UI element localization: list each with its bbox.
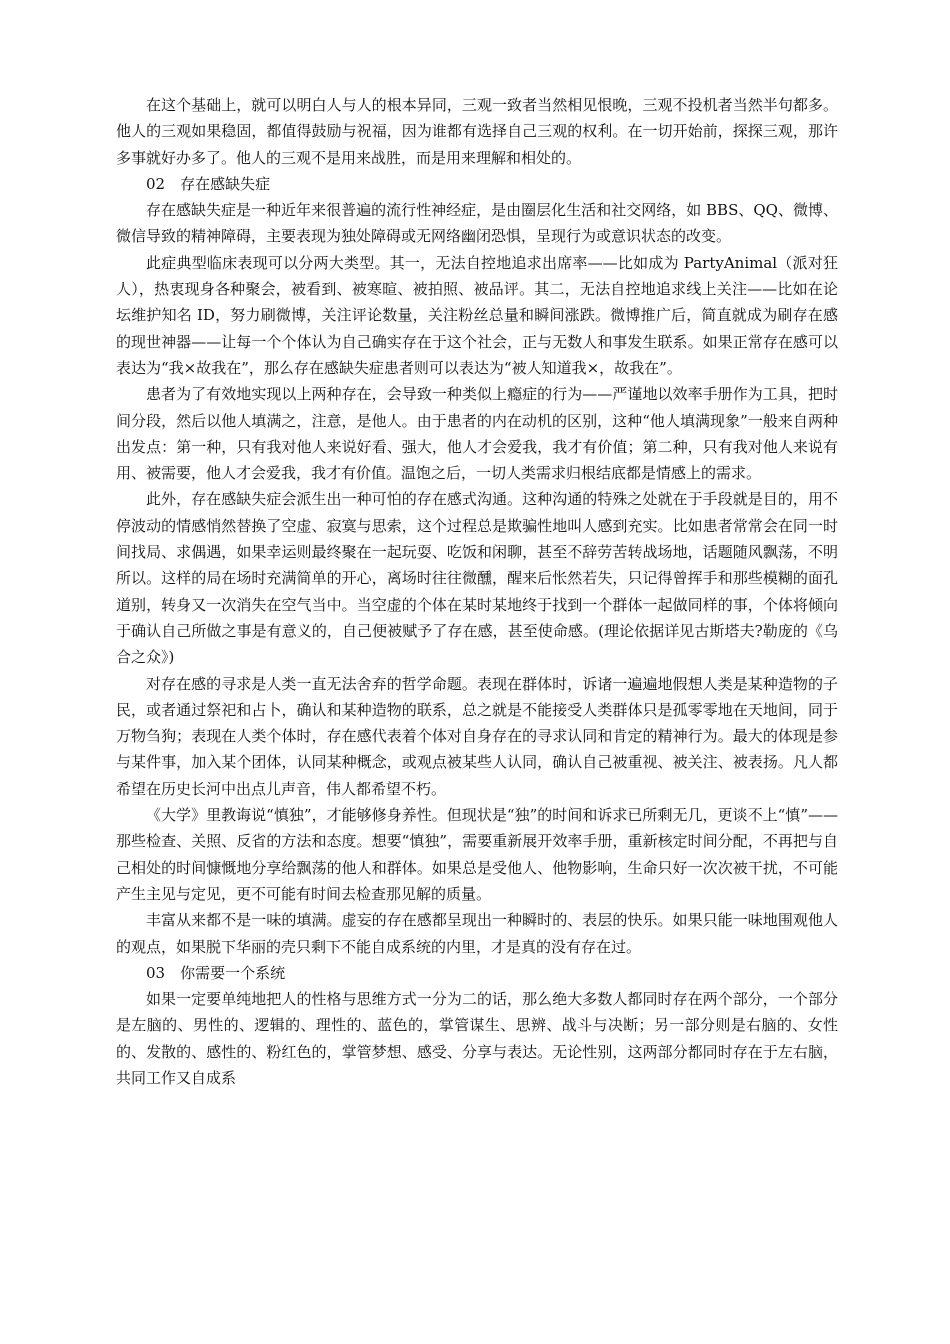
paragraph-definition: 存在感缺失症是一种近年来很普遍的流行性神经症，是由圈层化生活和社交网络，如 BBS、QQ、微博、微信导致的精神障碍，主要表现为独处障碍或无网络幽闭恐惧，呈现行为或意识状态的改变。 xyxy=(116,201,838,246)
paragraph-richness: 丰富从来都不是一味的填满。虚妄的存在感都呈现出一种瞬时的、表层的快乐。如果只能一味地围观他人的观点，如果脱下华丽的壳只剩下不能自成系统的内里，才是真的没有存在过。 xyxy=(116,911,838,956)
paragraph-behavior: 患者为了有效地实现以上两种存在，会导致一种类似上瘾症的行为——严谨地以效率手册作为工具，把时间分段，然后以他人填满之，注意，是他人。由于患者的内在动机的区别，这种“他人填满现象”一般来自两种出发点：第一种，只有我对他人来说好看、强大，他人才会爱我，我才有价值；第二种，只有我对他人来说有用、被需要，他人才会爱我，我才有价值。温饱之后，一切人类需求归根结底都是情感上的需求。 xyxy=(116,385,838,483)
paragraph-symptoms: 此症典型临床表现可以分两大类型。其一，无法自控地追求出席率——比如成为 PartyAnimal（派对狂人），热衷现身各种聚会，被看到、被寒暄、被拍照、被品评。其二，无法自控地追求线上关注——比如在论坛维护知名 ID，努力刷微博，关注评论数量，关注粉丝总量和瞬间涨跌。微博推广后，简直就成为刷存在感的现世神器——让每一个个体认为自己确实存在于这个社会，正与无数人和事发生联系。如果正常存在感可以表达为“我×故我在”，那么存在感缺失症患者则可以表达为“被人知道我×，故我在”。 xyxy=(116,253,838,377)
paragraph-system: 如果一定要单纯地把人的性格与思维方式一分为二的话，那么绝大多数人都同时存在两个部分，一个部分是左脑的、男性的、逻辑的、理性的、蓝色的，掌管谋生、思辨、战斗与决断；另一部分则是右脑的、女性的、发散的、感性的、粉红色的，掌管梦想、感受、分享与表达。无论性别，这两部分都同时存在于左右脑，共同工作又自成系 xyxy=(116,990,838,1087)
section-heading-02: 02 存在感缺失症 xyxy=(146,174,271,193)
paragraph-shendu: 《大学》里教诲说“慎独”，才能够修身养性。但现状是“独”的时间和诉求已所剩无几，更谈不上“慎”——那些检查、关照、反省的方法和态度。想要“慎独”，需要重新展开效率手册，重新核定时间分配，不再把与自己相处的时间慷慨地分享给飘荡的他人和群体。如果总是受他人、他物影响，生命只好一次次被干扰，不可能产生主见与定见，更不可能有时间去检查那见解的质量。 xyxy=(116,806,838,903)
document-page xyxy=(116,92,838,1091)
section-heading-03: 03 你需要一个系统 xyxy=(146,963,286,982)
paragraph-worldview-conclusion: 在这个基础上，就可以明白人与人的根本异同，三观一致者当然相见恨晚，三观不投机者当然半句都多。他人的三观如果稳固，都值得鼓励与祝福，因为谁都有选择自己三观的权利。在一切开始前，探探三观，那许多事就好办多了。他人的三观不是用来战胜，而是用来理解和相处的。 xyxy=(116,96,838,167)
paragraph-communication: 此外，存在感缺失症会派生出一种可怕的存在感式沟通。这种沟通的特殊之处就在于手段就是目的，用不停波动的情感悄然替换了空虚、寂寞与思索，这个过程总是欺骗性地叫人感到充实。比如患者常常会在同一时间找局、求偶遇，如果幸运则最终聚在一起玩耍、吃饭和闲聊，甚至不辞劳苦转战场地，话题随风飘荡，不明所以。这样的局在场时充满简单的开心，离场时往往微醺，醒来后怅然若失，只记得曾挥手和那些模糊的面孔道别，转身又一次消失在空气当中。当空虚的个体在某时某地终于找到一个群体一起做同样的事，个体将倾向于确认自己所做之事是有意义的，自己便被赋予了存在感，甚至使命感。(理论依据详见古斯塔夫?勒庞的《乌合之众》) xyxy=(116,490,838,667)
paragraph-philosophy: 对存在感的寻求是人类一直无法舍弃的哲学命题。表现在群体时，诉诸一遍遍地假想人类是某种造物的子民，或者通过祭祀和占卜，确认和某种造物的联系，总之就是不能接受人类群体只是孤零零地在天地间，同于万物刍狗；表现在人类个体时，存在感代表着个体对自身存在的寻求认同和肯定的精神行为。最大的体现是参与某件事，加入某个团体，认同某种概念，或观点被某些人认同，确认自己被重视、被关注、被表扬。凡人都希望在历史长河中出点儿声音，伟人都希望不朽。 xyxy=(116,674,838,798)
